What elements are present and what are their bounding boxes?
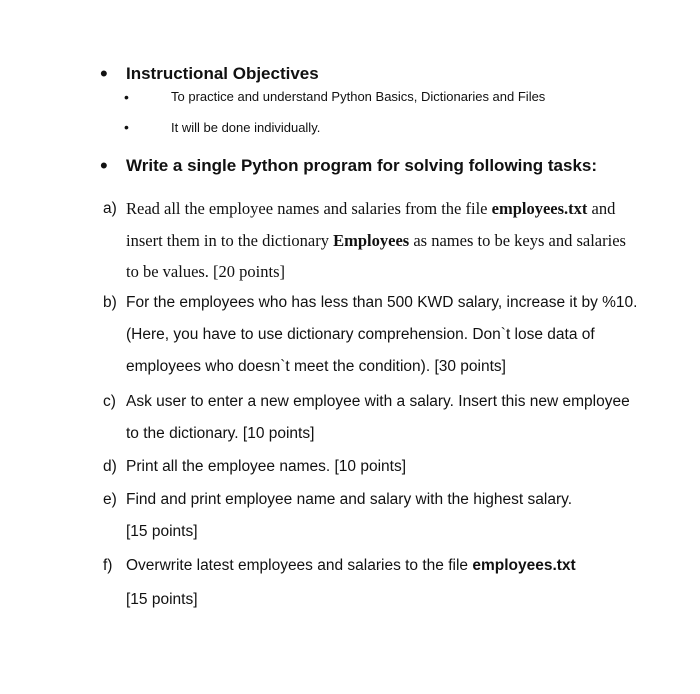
task-c-line: Ask user to enter a new employee with a salary. Insert this new employee <box>126 393 630 410</box>
task-label: f) <box>103 557 113 574</box>
task-b-line: employees who doesn`t meet the condition). [30 points] <box>126 358 506 375</box>
objective-item: To practice and understand Python Basics, Dictionaries and Files <box>171 89 546 104</box>
objectives-heading: Instructional Objectives <box>126 64 319 83</box>
task-label: c) <box>103 393 116 410</box>
filename: employees.txt <box>472 557 576 574</box>
bullet-dot: • <box>100 153 108 178</box>
task-b-line: (Here, you have to use dictionary comprehension. Don`t lose data of <box>126 326 595 343</box>
task-e-line: [15 points] <box>126 523 198 540</box>
bullet-dot: • <box>124 89 129 105</box>
task-label: e) <box>103 491 117 508</box>
task-label: d) <box>103 458 117 475</box>
task-f-line: [15 points] <box>126 591 198 608</box>
task-e-line: Find and print employee name and salary with the highest salary. <box>126 491 573 508</box>
bullet-dot: • <box>124 119 129 135</box>
task-d-line: Print all the employee names. [10 points] <box>126 458 407 475</box>
task-a-line: to be values. [20 points] <box>126 262 286 281</box>
filename: employees.txt <box>491 199 588 218</box>
task-a-line: insert them in to the dictionary Employees as names to be keys and salaries <box>126 231 626 250</box>
task-heading: Write a single Python program for solving following tasks: <box>126 156 598 175</box>
task-c-line: to the dictionary. [10 points] <box>126 425 315 442</box>
task-label: b) <box>103 294 117 311</box>
task-f-line: Overwrite latest employees and salaries to the file employees.txt <box>126 557 576 574</box>
task-b-line: For the employees who has less than 500 KWD salary, increase it by %10. <box>126 294 638 311</box>
dictionary-name: Employees <box>333 231 410 250</box>
task-a-line: Read all the employee names and salaries from the file employees.txt and <box>126 199 616 218</box>
task-label: a) <box>103 200 117 217</box>
bullet-dot: • <box>100 61 108 86</box>
objective-item: It will be done individually. <box>171 120 321 135</box>
